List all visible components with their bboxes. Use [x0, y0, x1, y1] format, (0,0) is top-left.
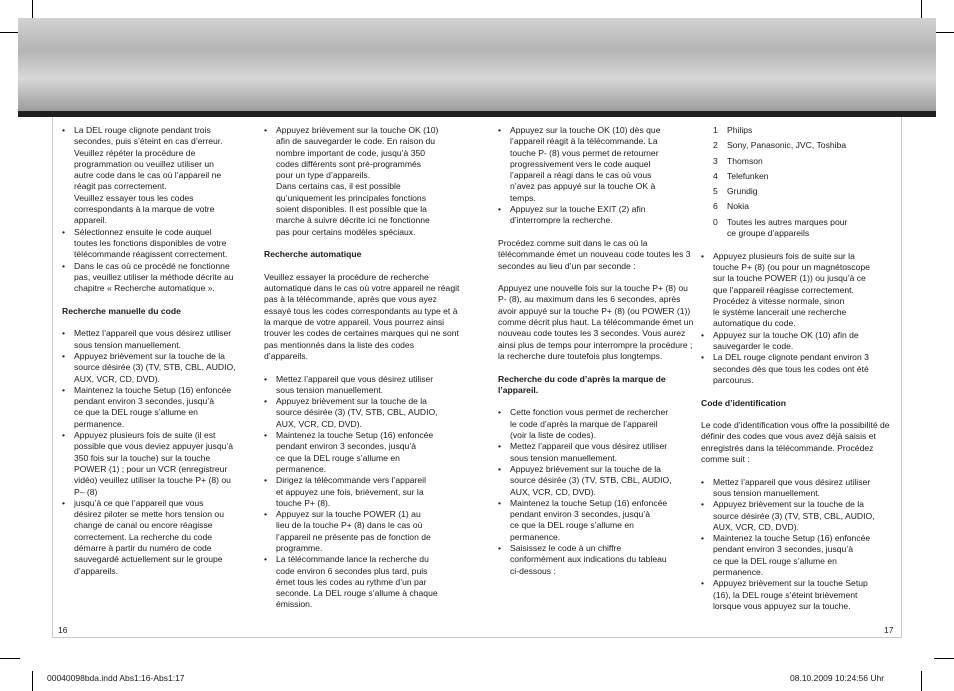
paragraph: Appuyez une nouvelle fois sur la touche P+ (8) ou P- (8), au maximum dans les 6 secondes, après avoir appuyé sur la touche P+ (8) (ou POWER (1)) comme décrit plus haut. La télécommande émet un nouveau code toutes les 3 secondes. Vous aurez ainsi plus de temps pour interrompre la procédure ; la recherche dure toutefois plus longtemps.: [498, 283, 694, 361]
list-item-text: Maintenez la touche Setup (16) enfoncée pendant environ 3 secondes, jusqu’à ce que la DEL rouge s’allume en permanence.: [74, 384, 232, 429]
list-item: [498, 407, 694, 441]
bullet-marker: •: [701, 250, 705, 261]
list-item: [264, 374, 460, 397]
list-item-text: Appuyez brièvement sur la touche Setup (16), la DEL rouge s’éteint brièvement lorsque vous appuyez sur la touche.: [713, 578, 868, 611]
bullet-marker: •: [701, 476, 705, 487]
list-item-text: Mettez l’appareil que vous désirez utiliser sous tension manuellement.: [713, 476, 871, 498]
header-band: [18, 18, 936, 111]
brand-code-number: 1: [713, 125, 718, 135]
bullet-list: [62, 125, 258, 294]
brand-name: Telefunken: [727, 170, 769, 181]
brand-name: Toutes les autres marques pour ce groupe d’appareils: [727, 216, 848, 239]
bullet-marker: •: [62, 226, 66, 237]
crop-mark: [921, 671, 922, 691]
bullet-marker: •: [498, 497, 502, 508]
bullet-list: [701, 251, 897, 387]
brand-row: [701, 217, 897, 240]
crop-mark: [921, 0, 922, 20]
list-item-text: Saisissez le code à un chiffre conformément aux indications du tableau ci-dessous :: [510, 542, 667, 576]
list-item: [264, 475, 460, 509]
list-item: [62, 125, 258, 227]
list-item: [701, 251, 897, 330]
paragraph: Le code d’identification vous offre la possibilité de définir des codes que vous avez déjà saisis et enregistrés dans la télécommande. Procédez comme suit :: [701, 420, 890, 465]
list-item: [498, 125, 694, 204]
bullet-marker: •: [62, 497, 66, 508]
bullet-marker: •: [701, 578, 705, 589]
brand-row: [701, 186, 897, 197]
list-item: [264, 554, 460, 610]
list-item: [498, 498, 694, 543]
list-item: [264, 509, 460, 554]
brand-name: Thomson: [727, 155, 763, 166]
list-item: [498, 441, 694, 464]
bullet-list: [498, 125, 694, 227]
page-frame: [52, 117, 53, 637]
bullet-marker: •: [264, 396, 268, 407]
list-item-text: Sélectionnez ensuite le code auquel toutes les fonctions disponibles de votre télécommande réagissent correctement.: [74, 226, 228, 260]
bullet-marker: •: [264, 373, 268, 384]
brand-code-table: [701, 125, 897, 239]
brand-row: [701, 140, 897, 151]
bullet-list: [62, 328, 258, 577]
list-item: [264, 396, 460, 430]
list-item-text: Appuyez brièvement sur la touche OK (10) afin de sauvegarder le code. En raison du nombre important de code, jusqu’à 350 codes différents sont pré-programmés pour un type d’appareils. Dans certains cas, il est possible qu’uniquement les principales fonctions soient disponibles. Il est possible que la marche à suivre décrite ici ne fonctionne pas pour certains modèles spéciaux.: [276, 125, 439, 237]
section-heading: Recherche du code d’après la marque de l’appareil.: [498, 373, 666, 395]
list-item: [62, 430, 258, 498]
list-item: [701, 330, 897, 353]
list-item: [498, 204, 694, 227]
list-item-text: Appuyez brièvement sur la touche de la source désirée (3) (TV, STB, CBL, AUDIO, AUX, VCR, CD, DVD).: [510, 463, 672, 497]
brand-code-number: 0: [713, 216, 718, 227]
bullet-marker: •: [498, 407, 502, 418]
list-item-text: Cette fonction vous permet de rechercher le code d’après la marque de l’appareil (voir la liste de codes).: [510, 407, 669, 441]
page-number-left: 16: [58, 625, 68, 635]
bullet-marker: •: [62, 350, 66, 361]
list-item: [62, 328, 258, 351]
list-item-text: La DEL rouge clignote pendant environ 3 secondes dès que tous les codes ont été parcourus.: [713, 352, 869, 385]
list-item-text: Maintenez la touche Setup (16) enfoncée pendant environ 3 secondes, jusqu’à ce que la DEL rouge s’allume en permanence.: [510, 497, 668, 542]
bullet-marker: •: [62, 260, 66, 271]
crop-mark: [32, 0, 33, 20]
bullet-marker: •: [264, 554, 268, 565]
crop-mark: [32, 671, 33, 691]
brand-row: [701, 201, 897, 212]
bullet-marker: •: [498, 542, 502, 553]
brand-code-number: 3: [713, 155, 718, 166]
list-item: [62, 385, 258, 430]
column-4: [701, 125, 897, 623]
page-number-right: 17: [884, 625, 894, 635]
bullet-list: [264, 374, 460, 611]
list-item: [498, 464, 694, 498]
brand-name: Nokia: [727, 201, 749, 212]
column-1: [62, 125, 258, 588]
list-item-text: Appuyez brièvement sur la touche de la source désirée (3) (TV, STB, CBL, AUDIO, AUX, VCR, CD, DVD).: [713, 499, 875, 532]
list-item-text: Mettez l’appareil que vous désirez utiliser sous tension manuellement.: [510, 441, 668, 463]
page-frame: [901, 117, 902, 637]
list-item-text: Dans le cas où ce procédé ne fonctionne pas, veuillez utiliser la méthode décrite au chapitre « Recherche automatique ».: [74, 260, 234, 294]
list-item-text: Appuyez brièvement sur la touche de la source désirée (3) (TV, STB, CBL, AUDIO, AUX, VCR, CD, DVD).: [74, 350, 236, 384]
bullet-marker: •: [701, 329, 705, 340]
section-heading: Recherche manuelle du code: [62, 305, 181, 316]
brand-name: Sony, Panasonic, JVC, Toshiba: [727, 140, 847, 151]
bullet-list: [498, 407, 694, 576]
paragraph: Procédez comme suit dans le cas où la télécommande émet un nouveau code toutes les 3 secondes au lieu d’un par seconde :: [498, 237, 691, 271]
bullet-marker: •: [498, 125, 502, 135]
list-item: [264, 430, 460, 475]
list-item-text: Appuyez sur la touche OK (10) afin de sauvegarder le code.: [713, 329, 859, 352]
bullet-marker: •: [498, 463, 502, 474]
list-item: [62, 351, 258, 385]
list-item-text: Appuyez sur la touche OK (10) dès que l’appareil réagit à la télécommande. La touche P- (8) vous permet de retourner progressivement vers le code auquel l’appareil a réagi dans le cas où vous n’avez pas appuyé sur la touche OK à temps.: [510, 125, 661, 203]
column-3: [498, 125, 694, 588]
section-heading: Recherche automatique: [264, 249, 362, 260]
header-rule: [18, 111, 936, 117]
crop-mark: [934, 32, 954, 33]
bullet-list: [701, 477, 897, 613]
bullet-marker: •: [264, 125, 268, 135]
list-item-text: Appuyez brièvement sur la touche de la source désirée (3) (TV, STB, CBL, AUDIO, AUX, VCR, CD, DVD).: [276, 396, 438, 429]
list-item: [62, 498, 258, 577]
column-2: [264, 125, 460, 622]
list-item-text: Mettez l’appareil que vous désirez utiliser sous tension manuellement.: [74, 328, 232, 350]
bullet-marker: •: [701, 352, 705, 363]
paragraph: Veuillez essayer la procédure de recherche automatique dans le cas où votre appareil ne réagit pas à la télécommande, après que vous ayez essayé tous les codes correspondants au type et à la marque de votre appareil. Vous pourrez ainsi trouver les codes de certaines marques qui ne sont pas mentionnés dans la liste des codes d’appareils.: [264, 271, 460, 361]
brand-code-number: 4: [713, 170, 718, 181]
list-item: [701, 352, 897, 386]
list-item-text: La DEL rouge clignote pendant trois secondes, puis s’éteint en cas d’erreur. Veuillez répéter la procédure de programmation ou veuillez utiliser un autre code dans le cas où l’appareil ne réagit pas correctement. Veuillez essayer tous les codes correspondants à la marque de votre appareil.: [74, 125, 223, 226]
bullet-marker: •: [62, 430, 66, 441]
brand-row: [701, 156, 897, 167]
bullet-marker: •: [264, 509, 268, 520]
section-heading: Code d’identification: [701, 397, 786, 408]
bullet-marker: •: [264, 475, 268, 486]
list-item: [701, 533, 897, 578]
bullet-marker: •: [498, 441, 502, 452]
bullet-marker: •: [264, 430, 268, 441]
brand-code-number: 5: [713, 186, 718, 197]
bullet-marker: •: [62, 125, 66, 135]
list-item: [498, 543, 694, 577]
brand-code-number: 6: [713, 201, 718, 212]
brand-name: Grundig: [727, 186, 758, 197]
list-item: [62, 227, 258, 261]
list-item-text: jusqu’à ce que l’appareil que vous désirez piloter se mette hors tension ou change de canal ou encore réagisse correctement. La recherche du code démarre à partir du numéro de code sauvegardé actuellement sur le groupe d’appareils.: [74, 497, 224, 576]
brand-row: [701, 171, 897, 182]
list-item-text: Appuyez sur la touche POWER (1) au lieu de la touche P+ (8) dans le cas où l’appareil ne présente pas de fonction de programme.: [276, 509, 431, 553]
page-frame: [52, 637, 902, 638]
footer-timestamp: 08.10.2009 10:24:56 Uhr: [790, 673, 885, 683]
list-item: [264, 125, 460, 238]
bullet-marker: •: [701, 533, 705, 544]
footer-filename: 00040098bda.indd Abs1:16-Abs1:17: [47, 673, 185, 683]
bullet-marker: •: [62, 384, 66, 395]
list-item-text: Appuyez plusieurs fois de suite (il est possible que vous deviez appuyer jusqu’à 350 fois sur la touche) sur la touche POWER (1) ; pour un VCR (enregistreur vidéo) veuillez utiliser la touche P+ (8) ou P– (8): [74, 430, 234, 497]
bullet-marker: •: [62, 328, 66, 339]
list-item-text: La télécommande lance la recherche du code environ 6 secondes plus tard, puis émet tous les codes au rythme d’un par seconde. La DEL rouge s’allume à chaque émission.: [276, 554, 438, 610]
list-item-text: Appuyez plusieurs fois de suite sur la touche P+ (8) (ou pour un magnétoscope sur la touche POWER (1)) ou jusqu’à ce que l’appareil réagisse correctement. Procédez à vitesse normale, sinon le système lancerait une recherche automatique du code.: [713, 250, 870, 329]
list-item: [62, 261, 258, 295]
crop-mark: [934, 658, 954, 659]
list-item-text: Appuyez sur la touche EXIT (2) afin d’interrompre la recherche.: [510, 204, 646, 226]
brand-row: [701, 125, 897, 136]
crop-mark: [0, 658, 20, 659]
list-item: [701, 578, 897, 612]
list-item-text: Mettez l’appareil que vous désirez utiliser sous tension manuellement.: [276, 373, 434, 395]
bullet-list: [264, 125, 460, 238]
crop-mark: [0, 32, 20, 33]
list-item-text: Maintenez la touche Setup (16) enfoncée pendant environ 3 secondes, jusqu’à ce que la DEL rouge s’allume en permanence.: [276, 430, 434, 474]
bullet-marker: •: [498, 204, 502, 215]
list-item: [701, 477, 897, 500]
list-item-text: Maintenez la touche Setup (16) enfoncée pendant environ 3 secondes, jusqu’à ce que la DEL rouge s’allume en permanence.: [713, 533, 871, 577]
brand-name: Philips: [727, 125, 753, 135]
brand-code-number: 2: [713, 140, 718, 151]
bullet-marker: •: [701, 499, 705, 510]
list-item-text: Dirigez la télécommande vers l’appareil et appuyez une fois, brièvement, sur la touche P+ (8).: [276, 475, 426, 508]
list-item: [701, 499, 897, 533]
